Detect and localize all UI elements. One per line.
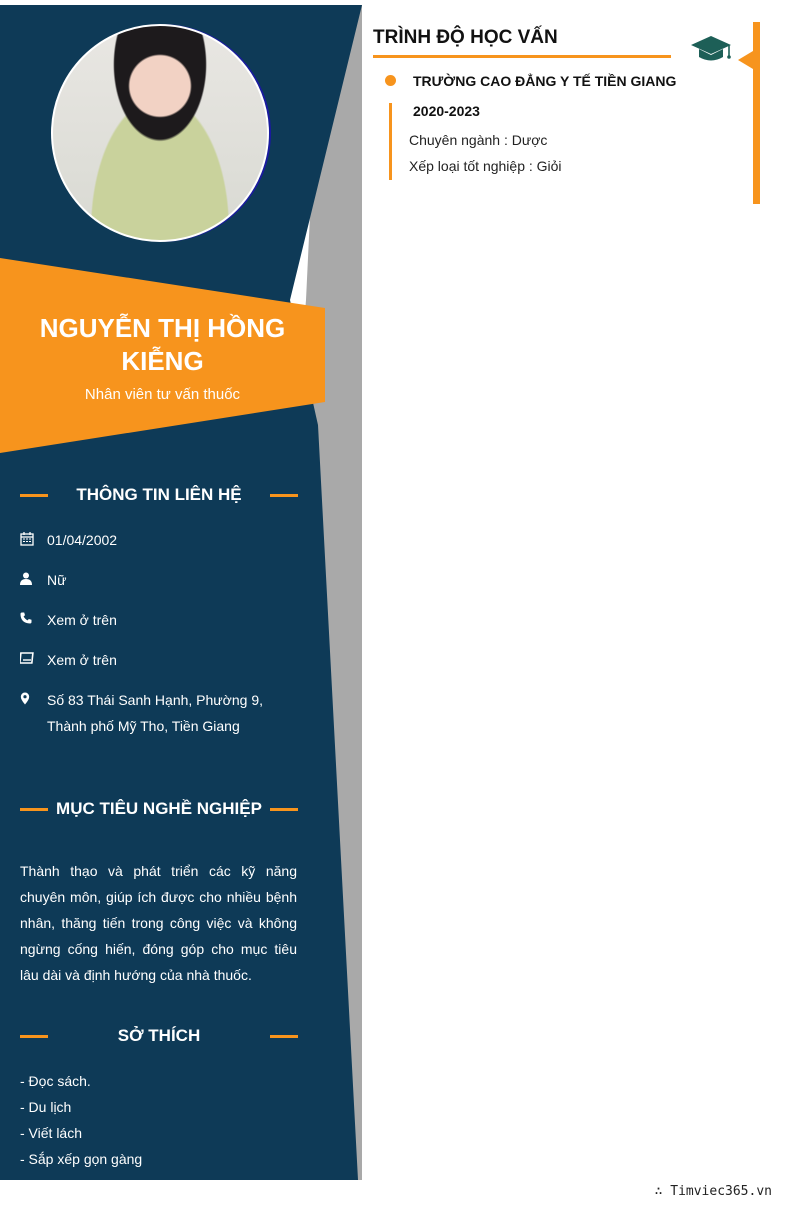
gender-value: Nữ [47,572,67,588]
phone-icon [20,607,47,647]
calendar-icon [20,527,47,567]
location-icon [20,687,47,739]
candidate-position: Nhân viên tư vấn thuốc [84,386,241,403]
hobby-item: - Viết lách [20,1125,82,1141]
education-marker-triangle [738,51,753,69]
hobby-item: - Sắp xếp gọn gàng [20,1151,143,1167]
education-heading: TRÌNH ĐỘ HỌC VẤN [373,27,558,48]
hobbies-heading: SỞ THÍCH [20,1026,298,1046]
timeline-dot [385,75,396,86]
email-row [20,647,300,687]
birthday-row [20,527,300,567]
hobby-item: - Đọc sách. [20,1073,91,1089]
phone-row [20,607,300,647]
phone-value: Xem ở trên [47,612,117,628]
contact-list [20,527,300,739]
user-icon [20,567,47,607]
school-name: TRƯỜNG CAO ĐẲNG Y TẾ TIỀN GIANG [413,73,677,89]
objective-text: Thành thạo và phát triển các kỹ năng chuyên môn, giúp ích được cho nhiều bệnh nhân, thăng tiến trong công việc và không ngừng cống hiến, đóng góp cho mục tiêu lâu dài và định hướng của nhà thuốc. [20,863,297,983]
candidate-name: NGUYỄN THỊ HỒNG KIỄNG [39,313,286,376]
graduation-rank: Xếp loại tốt nghiệp : Giỏi [409,158,562,174]
hobbies-list [20,1068,142,1172]
graduation-cap-icon [690,34,732,69]
education-side-bar [753,22,760,204]
email-value: Xem ở trên [47,652,117,668]
gender-row [20,567,300,607]
footer-brand: ∴ Timviec365.vn [654,1184,772,1199]
education-underline [373,55,671,58]
profile-photo [51,24,269,242]
timeline-line [389,103,392,180]
study-years: 2020-2023 [413,103,480,119]
objective-heading: MỤC TIÊU NGHỀ NGHIỆP [20,799,298,819]
address-row [20,687,300,739]
hobby-item: - Du lịch [20,1099,72,1115]
birthday-value: 01/04/2002 [47,532,118,548]
address-value: Số 83 Thái Sanh Hạnh, Phường 9, Thành phố Mỹ Tho, Tiền Giang [47,692,263,734]
contact-heading: THÔNG TIN LIÊN HỆ [20,485,298,505]
email-icon [20,647,47,687]
major: Chuyên ngành : Dược [409,132,548,148]
